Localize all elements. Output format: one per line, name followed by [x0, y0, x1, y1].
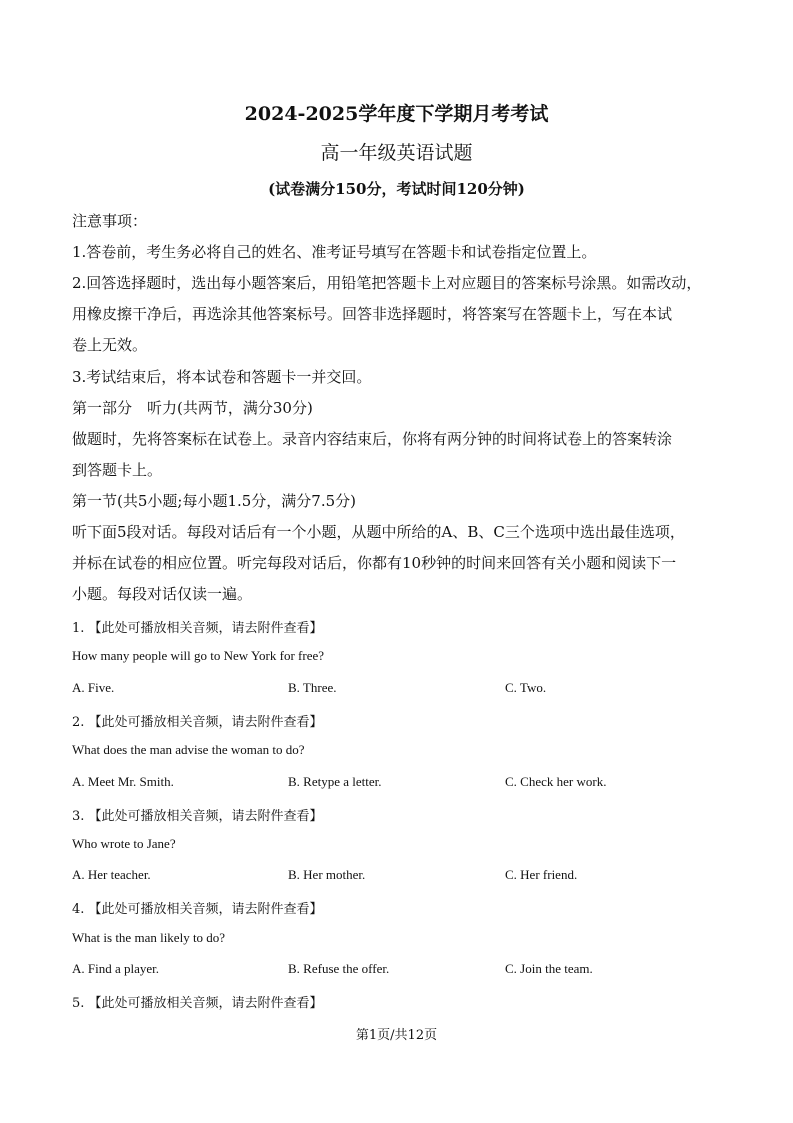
section1-line-3: 小题。每段对话仅读一遍。 — [72, 585, 253, 603]
notice-item-2-line-2: 用橡皮擦干净后，再选涂其他答案标号。回答非选择题时，将答案写在答题卡上，写在本试 — [72, 305, 673, 323]
question-3-audio[interactable] — [72, 805, 323, 824]
question-5-audio[interactable] — [72, 992, 323, 1011]
question-2-option-c: C. Check her work. — [505, 774, 607, 789]
question-2-option-b: B. Retype a letter. — [288, 774, 382, 789]
exam-meta: (试卷满分150分，考试时间120分钟) — [268, 180, 525, 198]
question-3-text: Who wrote to Jane? — [72, 836, 176, 851]
question-4-option-b: B. Refuse the offer. — [288, 961, 390, 976]
audio-link[interactable]: 【此处可播放相关音频，请去附件查看】 — [88, 809, 323, 824]
question-number: 3. — [72, 809, 85, 824]
question-4-option-c: C. Join the team. — [505, 961, 593, 976]
part1-intro-line-1: 做题时，先将答案标在试卷上。录音内容结束后，你将有两分钟的时间将试卷上的答案转涂 — [72, 430, 673, 448]
notice-item-2-line-3: 卷上无效。 — [72, 336, 148, 354]
exam-subtitle: 高一年级英语试题 — [320, 142, 473, 164]
notice-item-3: 3.考试结束后，将本试卷和答题卡一并交回。 — [72, 368, 372, 386]
question-1-audio[interactable] — [72, 617, 323, 636]
audio-link[interactable]: 【此处可播放相关音频，请去附件查看】 — [88, 715, 323, 730]
part1-heading: 第一部分 听力(共两节，满分30分) — [72, 399, 313, 417]
question-3-option-a: A. Her teacher. — [72, 867, 151, 882]
question-1-option-c: C. Two. — [505, 680, 547, 695]
question-4-audio[interactable] — [72, 898, 323, 917]
page-footer: 第1页/共12页 — [355, 1028, 438, 1043]
exam-title: 2024-2025学年度下学期月考考试 — [244, 103, 549, 125]
question-2-text: What does the man advise the woman to do? — [72, 742, 305, 757]
question-3-option-b: B. Her mother. — [288, 867, 366, 882]
section1-line-1: 听下面5段对话。每段对话后有一个小题，从题中所给的A、B、C三个选项中选出最佳选项， — [72, 523, 685, 541]
question-number: 5. — [72, 996, 85, 1011]
notice-heading: 注意事项： — [72, 212, 148, 230]
audio-link[interactable]: 【此处可播放相关音频，请去附件查看】 — [88, 996, 323, 1011]
question-4-text: What is the man likely to do? — [72, 930, 226, 945]
audio-link[interactable]: 【此处可播放相关音频，请去附件查看】 — [88, 621, 323, 636]
question-number: 4. — [72, 902, 85, 917]
section1-heading: 第一节(共5小题;每小题1.5分，满分7.5分) — [72, 492, 357, 510]
question-1-text: How many people will go to New York for free? — [72, 648, 325, 663]
question-2-option-a: A. Meet Mr. Smith. — [72, 774, 174, 789]
question-2-audio[interactable] — [72, 711, 323, 730]
question-1-option-a: A. Five. — [72, 680, 115, 695]
question-3-option-c: C. Her friend. — [505, 867, 578, 882]
notice-item-1: 1.答卷前，考生务必将自己的姓名、准考证号填写在答题卡和试卷指定位置上。 — [72, 243, 597, 261]
part1-intro-line-2: 到答题卡上。 — [72, 461, 163, 479]
notice-item-2-line-1: 2.回答选择题时，选出每小题答案后，用铅笔把答题卡上对应题目的答案标号涂黑。如需改动， — [72, 274, 702, 292]
audio-link[interactable]: 【此处可播放相关音频，请去附件查看】 — [88, 902, 323, 917]
question-number: 2. — [72, 715, 85, 730]
question-1-option-b: B. Three. — [288, 680, 337, 695]
question-4-option-a: A. Find a player. — [72, 961, 160, 976]
section1-line-2: 并标在试卷的相应位置。听完每段对话后，你都有10秒钟的时间来回答有关小题和阅读下一 — [72, 554, 677, 572]
question-number: 1. — [72, 621, 85, 636]
